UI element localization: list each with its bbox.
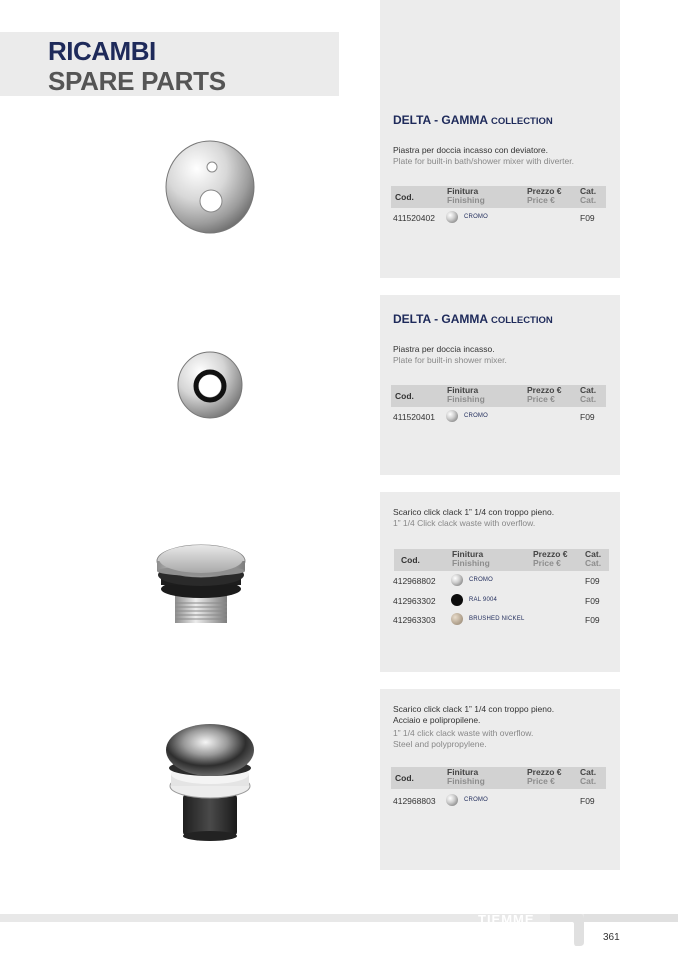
table-header: Cod. Finitura Finishing Prezzo € Price € Cat. Cat. [391, 767, 606, 789]
table-row: 411520401 CROMO F09 [393, 412, 595, 422]
steel-waste-image [163, 722, 257, 842]
product-description: Piastra per doccia incasso. Plate for built-in shower mixer. [393, 344, 507, 365]
brand-logo: TIEMME [478, 912, 535, 927]
page-header [0, 32, 339, 96]
product-panel-3 [380, 492, 620, 672]
cromo-swatch-icon [446, 211, 458, 223]
product-panel-1 [380, 0, 620, 278]
diverter-plate-image [160, 137, 260, 237]
page-title-it: RICAMBI [48, 36, 156, 66]
product-description: Piastra per doccia incasso con deviatore. Plate for built-in bath/shower mixer with diverter. [393, 145, 574, 166]
table-row: 411520402 CROMO F09 [393, 213, 595, 223]
product-panel-4 [380, 689, 620, 870]
product-description: Scarico click clack 1” 1/4 con troppo pieno. Acciaio e polipropilene. 1” 1/4 click clack waste with overflow. Steel and polypropylene. [393, 704, 555, 749]
table-row: 412963303 BRUSHED NICKEL F09 [393, 615, 600, 625]
collection-title: DELTA - GAMMA COLLECTION [393, 312, 553, 326]
collection-title: DELTA - GAMMA COLLECTION [393, 113, 553, 127]
cromo-swatch-icon [446, 410, 458, 422]
product-description: Scarico click clack 1” 1/4 con troppo pieno. 1” 1/4 Click clack waste with overflow. [393, 507, 555, 528]
nickel-swatch-icon [451, 613, 463, 625]
cromo-swatch-icon [446, 794, 458, 806]
product-panel-2 [380, 295, 620, 475]
page-number: 361 [603, 932, 620, 943]
table-row: 412968803 CROMO F09 [393, 796, 595, 806]
table-header: Cod. Finitura Finishing Prezzo € Price € Cat. Cat. [394, 549, 609, 571]
click-clack-waste-image [155, 537, 247, 629]
table-row: 412968802 CROMO F09 [393, 576, 600, 586]
table-row: 412963302 RAL 9004 F09 [393, 596, 600, 606]
page-title-en: SPARE PARTS [48, 66, 226, 96]
table-header: Cod. Finitura Finishing Prezzo € Price € Cat. Cat. [391, 385, 606, 407]
table-header: Cod. Finitura Finishing Prezzo € Price € Cat. Cat. [391, 186, 606, 208]
black-swatch-icon [451, 594, 463, 606]
shower-plate-image [175, 350, 245, 420]
cromo-swatch-icon [451, 574, 463, 586]
